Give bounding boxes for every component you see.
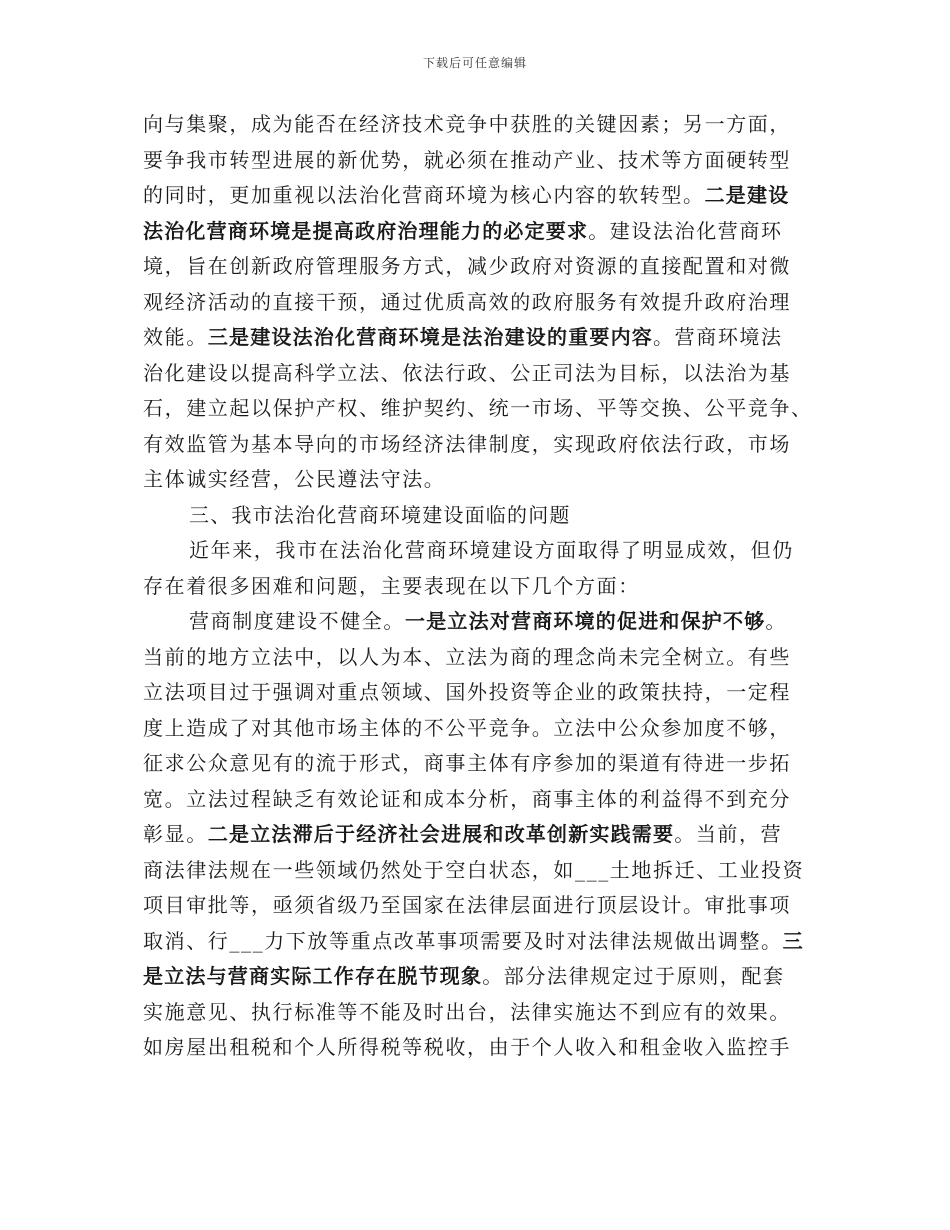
paragraph-line	[143, 391, 823, 427]
paragraph-line	[143, 746, 823, 782]
paragraph-line	[143, 1030, 823, 1066]
paragraph-line	[143, 462, 823, 498]
text-run: 营商制度建设不健全。	[189, 609, 405, 633]
text-run: 如房屋出租税和个人所得税等税收，由于个人收入和租金收入监控手	[143, 1035, 791, 1059]
bold-phrase: 二是建设	[704, 183, 790, 207]
text-run: 石，建立起以保护产权、维护契约、统一市场、平等交换、公平竞争、	[143, 396, 813, 420]
text-run: 宽。立法过程缺乏有效论证和成本分析，商事主体的利益得不到充分	[143, 786, 791, 811]
bold-phrase: 三是建设法治化营商环境是法治建设的重要内容	[207, 325, 654, 349]
text-run: 观经济活动的直接干预，通过优质高效的政府服务有效提升政府治理	[143, 289, 791, 314]
text-run: 有效监管为基本导向的市场经济法律制度，实现政府依法行政，市场	[143, 431, 791, 456]
paragraph-line	[143, 604, 823, 640]
paragraph-line	[143, 143, 823, 179]
paragraph-line	[143, 569, 823, 605]
text-run: 。当前，营	[674, 822, 783, 846]
text-run: 商法律法规在一些领域仍然处于空白状态，如___土地拆迁、工业投资	[143, 857, 805, 882]
text-run: 近年来，我市在法治化营商环境建设方面取得了明显成效，但仍	[189, 538, 794, 562]
text-run: 当前的地方立法中，以人为本、立法为商的理念尚未完全树立。有些	[143, 644, 791, 669]
paragraph-line	[143, 178, 823, 214]
text-run: 。	[765, 609, 788, 633]
section-heading	[143, 498, 823, 534]
paragraph-line	[143, 285, 823, 321]
text-run: 。营商环境法	[653, 325, 783, 349]
paragraph-line	[143, 959, 823, 995]
text-run: 存在着很多困难和问题，主要表现在以下几个方面：	[143, 573, 640, 598]
paragraph-line	[143, 533, 823, 569]
paragraph-line	[143, 356, 823, 392]
paragraph-line	[143, 924, 823, 960]
bold-phrase: 法治化营商环境是提高政府治理能力的必定要求	[143, 218, 589, 243]
text-run: 取消、行___力下放等重点改革事项需要及时对法律法规做出调整。	[143, 928, 783, 953]
bold-phrase: 二是立法滞后于经济社会进展和改革创新实践需要	[207, 822, 675, 846]
paragraph-line	[143, 214, 823, 250]
text-run: 三、我市法治化营商环境建设面临的问题	[189, 502, 571, 527]
paragraph-line	[143, 107, 823, 143]
paragraph-line	[143, 995, 823, 1031]
bold-phrase: 三	[782, 928, 804, 953]
paragraph-line	[143, 640, 823, 676]
paragraph-line	[143, 675, 823, 711]
text-run: 。部分法律规定过于原则，配套	[482, 964, 785, 988]
bold-phrase: 是立法与营商实际工作存在脱节现象	[143, 964, 483, 988]
text-run: 项目审批等，亟须省级乃至国家在法律层面进行顶层设计。审批事项	[143, 893, 791, 917]
text-run: 境，旨在创新政府管理服务方式，减少政府对资源的直接配置和对微	[143, 254, 791, 278]
text-run: 主体诚实经营，公民遵法守法。	[143, 467, 446, 491]
paragraph-line	[143, 782, 823, 818]
text-run: 立法项目过于强调对重点领域、国外投资等企业的政策扶持，一定程	[143, 680, 791, 704]
text-run: 实施意见、执行标准等不能及时出台，法律实施达不到应有的效果。	[143, 999, 791, 1024]
document-body	[143, 107, 823, 1066]
text-run: 度上造成了对其他市场主体的不公平竞争。立法中公众参加度不够，	[143, 715, 791, 740]
text-run: 效能。	[143, 325, 208, 349]
text-run: 要争我市转型进展的新优势，就必须在推动产业、技术等方面硬转型	[143, 147, 791, 172]
text-run: 的同时，更加重视以法治化营商环境为核心内容的软转型。	[143, 183, 705, 207]
paragraph-line	[143, 427, 823, 463]
paragraph-line	[143, 817, 823, 853]
paragraph-line	[143, 853, 823, 889]
text-run: 。建设法治化营商环	[588, 218, 783, 243]
paragraph-line	[143, 249, 823, 285]
paragraph-line	[143, 888, 823, 924]
text-run: 治化建设以提高科学立法、依法行政、公正司法为目标，以法治为基	[143, 360, 791, 385]
text-run: 向与集聚，成为能否在经济技术竞争中获胜的关键因素；另一方面，	[143, 112, 791, 136]
page-header: 下载后可任意编辑	[422, 56, 527, 70]
paragraph-line	[143, 711, 823, 747]
text-run: 征求公众意见有的流于形式，商事主体有序参加的渠道有待进一步拓	[143, 751, 791, 775]
text-run: 彰显。	[143, 822, 208, 846]
bold-phrase: 一是立法对营商环境的促进和保护不够	[405, 609, 766, 633]
paragraph-line	[143, 320, 823, 356]
